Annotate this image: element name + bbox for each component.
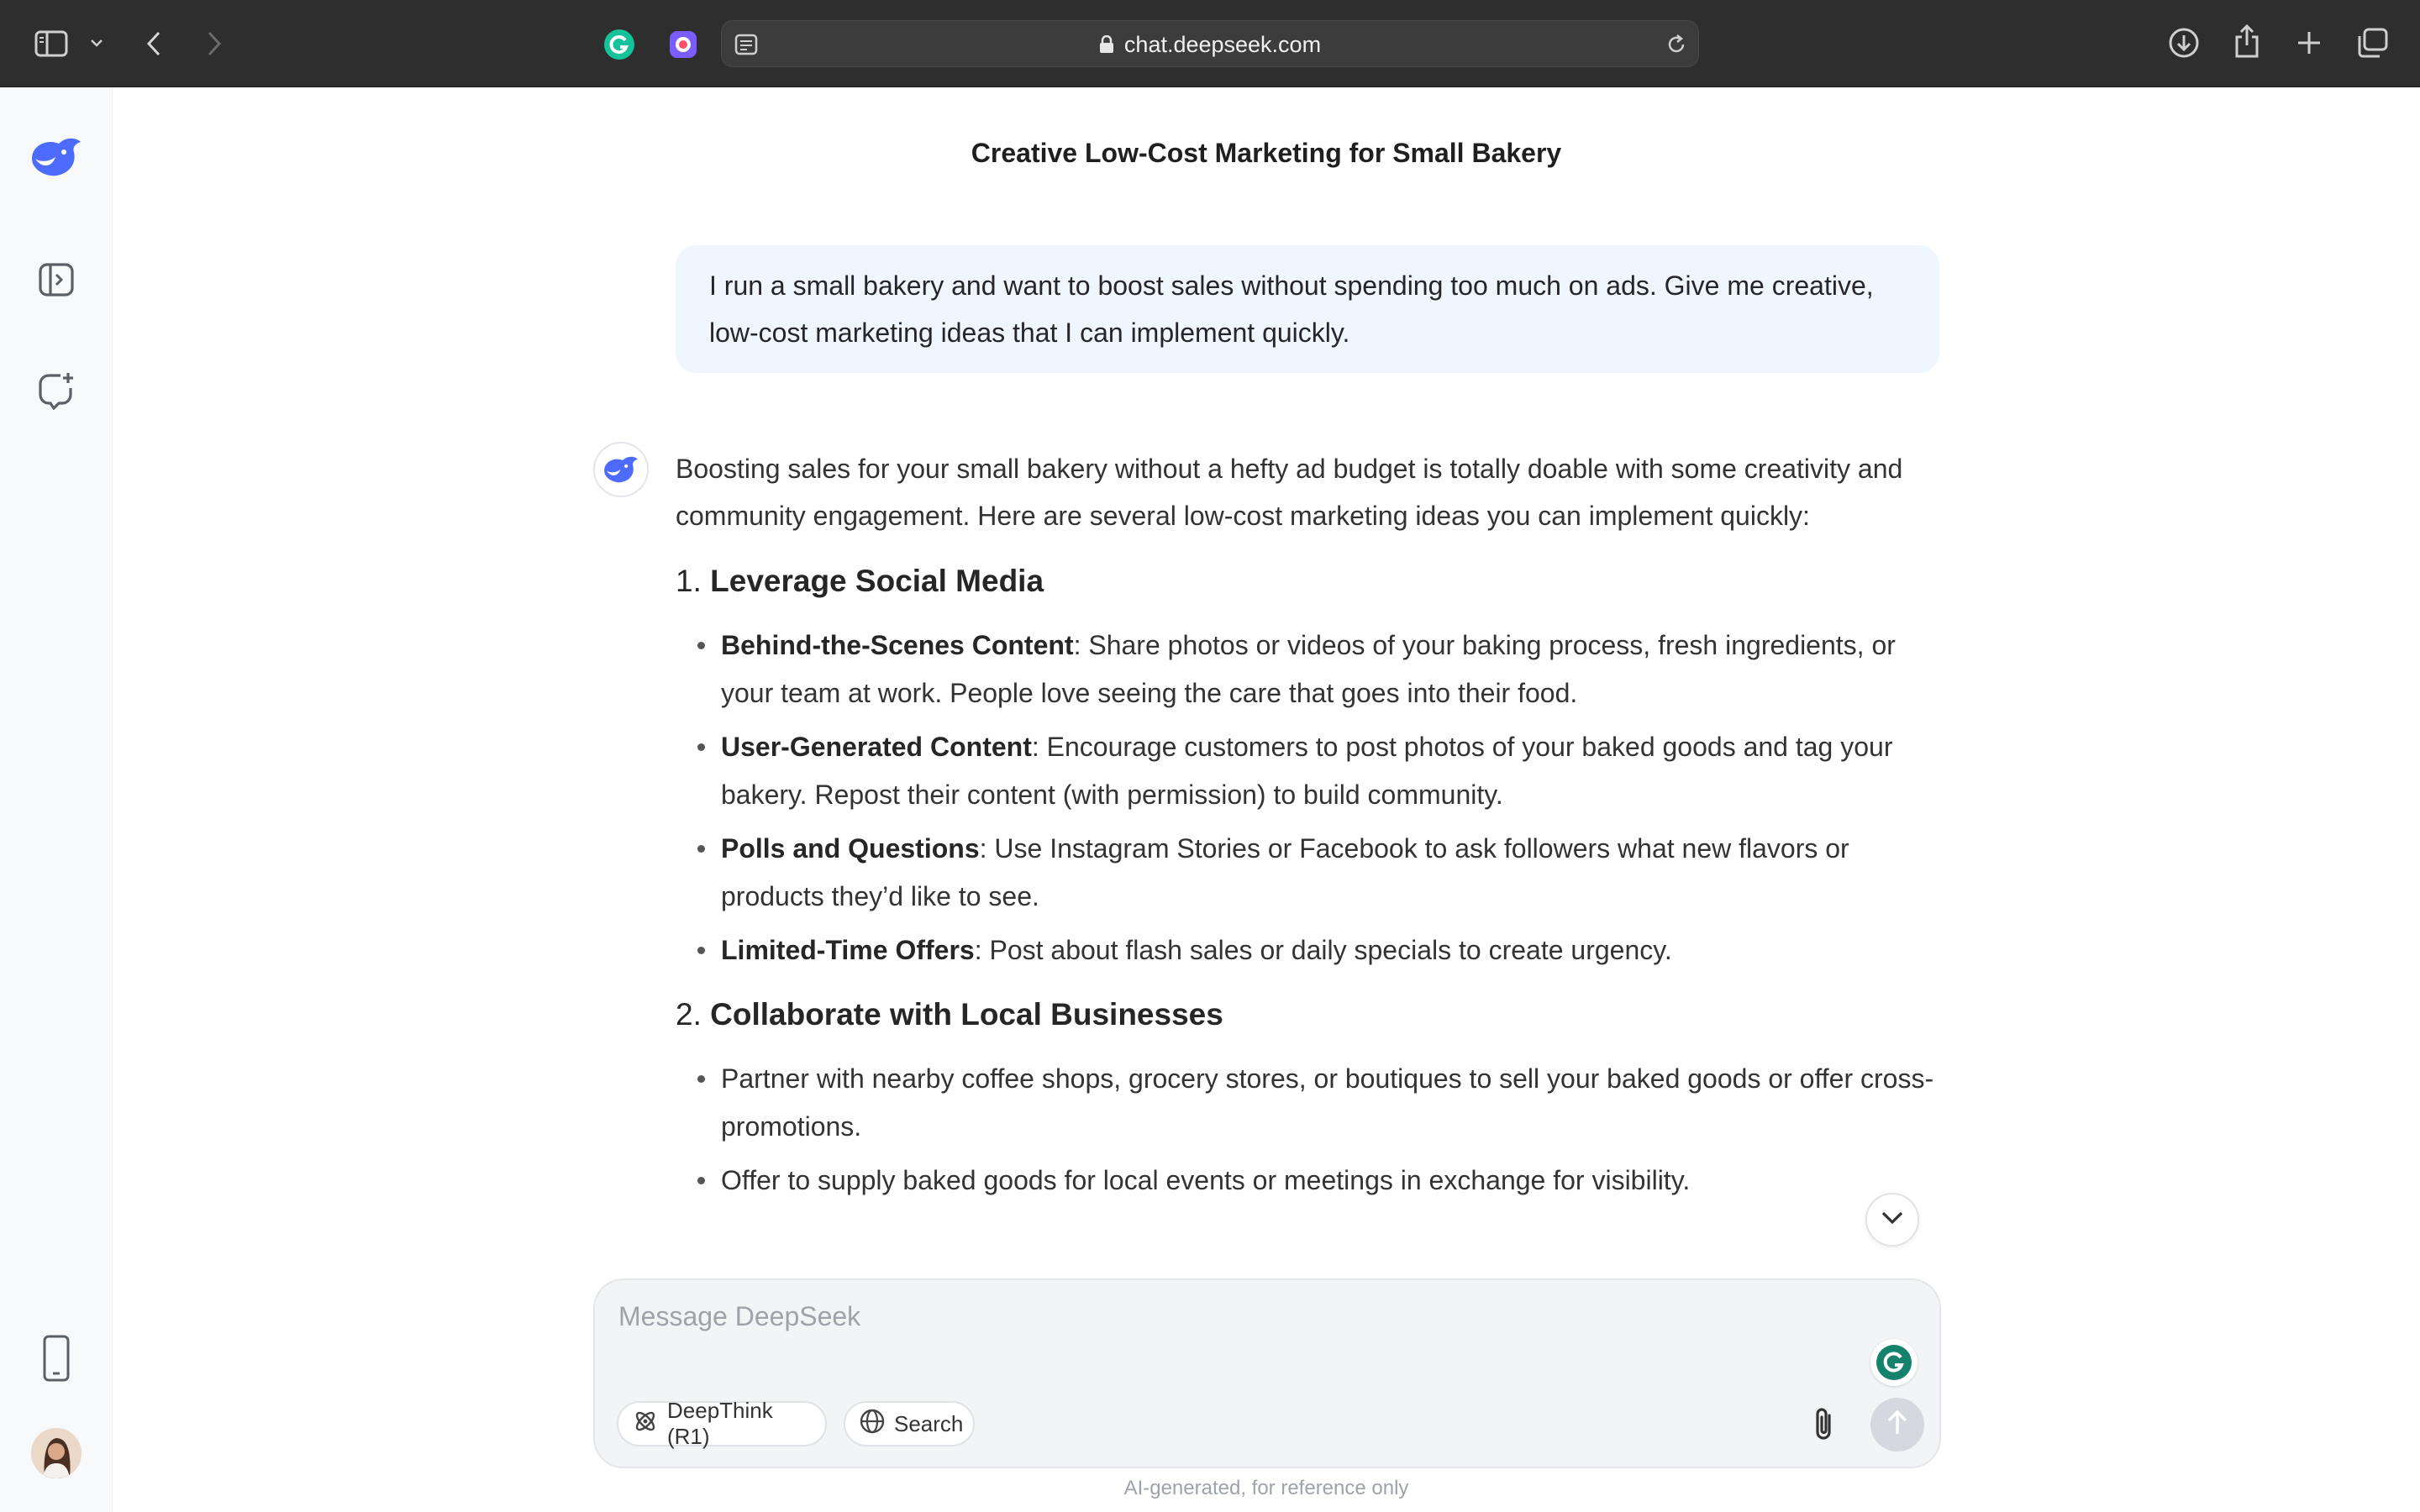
section-heading: 2. Collaborate with Local Businesses <box>676 997 1223 1032</box>
ai-disclaimer: AI-generated, for reference only <box>1123 1477 1409 1499</box>
url-text: chat.deepseek.com <box>1123 31 1322 57</box>
reload-icon[interactable] <box>1663 31 1690 58</box>
scroll-to-bottom-button[interactable] <box>1865 1193 1919 1247</box>
back-icon[interactable] <box>139 25 168 62</box>
downloads-icon[interactable] <box>2166 25 2202 60</box>
deepseek-logo[interactable] <box>27 128 86 186</box>
search-label: Search <box>894 1410 964 1436</box>
deepseek-avatar-icon <box>593 442 649 497</box>
list-item: User-Generated Content: Encourage customers to post photos of your baked goods and tag your bakery. Repost their content (with permission) to build community. <box>676 723 1944 819</box>
chevron-down-icon[interactable] <box>87 32 106 54</box>
chevron-down-icon <box>1881 1210 1904 1230</box>
message-input[interactable] <box>618 1297 1610 1347</box>
lock-icon <box>1099 35 1114 54</box>
grammarly-icon[interactable] <box>1870 1339 1918 1386</box>
list-item: Offer to supply baked goods for local events or meetings in exchange for visibility. <box>676 1157 1944 1205</box>
browser-toolbar <box>0 0 2420 87</box>
bullet-list <box>676 622 1944 974</box>
section-heading: 1. Leverage Social Media <box>676 564 1044 598</box>
deepthink-toggle[interactable] <box>617 1398 827 1449</box>
new-chat-icon[interactable] <box>27 361 86 420</box>
chat-title: Creative Low-Cost Marketing for Small Bakery <box>971 138 1562 168</box>
share-icon[interactable] <box>2230 22 2264 60</box>
sidebar-toggle-icon[interactable] <box>32 25 71 62</box>
address-bar[interactable] <box>721 20 1699 67</box>
user-message: I run a small bakery and want to boost sales without spending too much on ads. Give me creative, low-cost marketing ideas that I can implement quickly. <box>676 245 1939 373</box>
bullet-list <box>676 1055 1944 1205</box>
assistant-answer <box>676 445 1944 1277</box>
user-avatar[interactable] <box>31 1428 82 1478</box>
open-sidebar-icon[interactable] <box>27 250 86 309</box>
list-item: Behind-the-Scenes Content: Share photos or videos of your baking process, fresh ingredients, or your team at work. People love seeing the care that goes into their food. <box>676 622 1944 717</box>
atom-icon <box>632 1408 667 1441</box>
screen-capture-extension-icon[interactable] <box>666 27 701 62</box>
deepthink-label: DeepThink (R1) <box>667 1398 773 1449</box>
left-rail <box>0 87 113 1512</box>
send-button[interactable] <box>1870 1398 1924 1452</box>
list-item: Polls and Questions: Use Instagram Stories or Facebook to ask followers what new flavors or products they’d like to see. <box>676 825 1944 921</box>
tab-overview-icon[interactable] <box>2354 25 2390 60</box>
new-tab-icon[interactable] <box>2292 25 2326 60</box>
message-composer <box>593 1278 1941 1468</box>
arrow-up-icon <box>1886 1410 1909 1441</box>
answer-intro: Boosting sales for your small bakery without a hefty ad budget is totally doable with some creativity and community engagement. Here are several low-cost marketing ideas you can implement quickly: <box>676 454 1903 531</box>
mobile-app-icon[interactable] <box>27 1329 86 1388</box>
grammarly-extension-icon[interactable] <box>602 27 637 62</box>
list-item: Limited-Time Offers: Post about flash sales or daily specials to create urgency. <box>676 927 1944 974</box>
globe-icon <box>859 1408 894 1441</box>
list-item: Partner with nearby coffee shops, grocery stores, or boutiques to sell your baked goods or offer cross-promotions. <box>676 1055 1944 1151</box>
search-toggle[interactable] <box>844 1401 975 1446</box>
forward-icon[interactable] <box>200 25 229 62</box>
attach-file-icon[interactable] <box>1802 1403 1845 1446</box>
